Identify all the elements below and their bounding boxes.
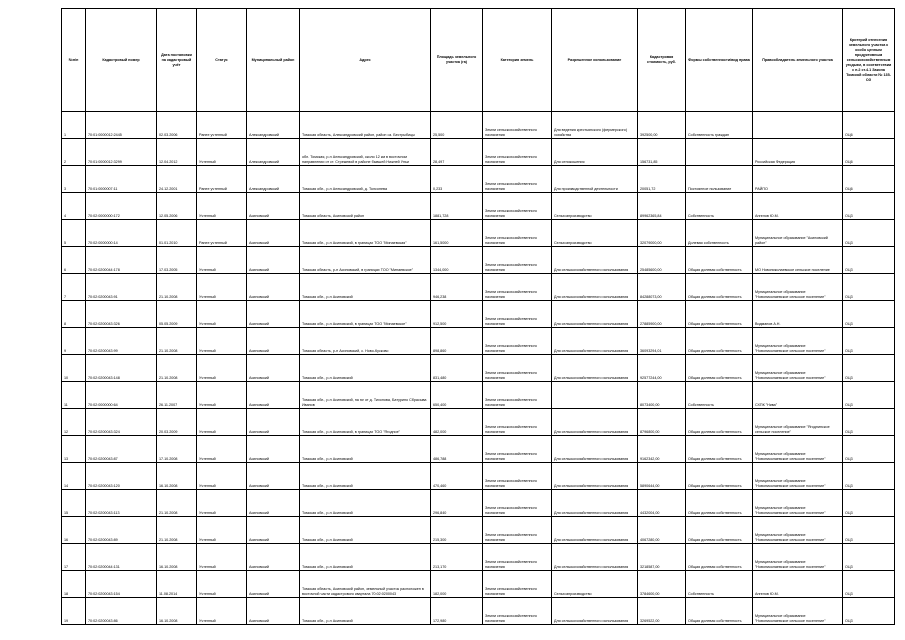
col-rights-holder-cell: Муниципальное образование "Новониколаевское сельское поселение": [753, 274, 843, 301]
col-address-cell: Томская обл., р-н Асиновский: [300, 517, 431, 544]
col-permitted-use-cell: Для сенокошения: [552, 139, 638, 166]
col-number-cell: 4: [62, 193, 86, 220]
table-row: [62, 301, 895, 328]
col-address-cell: Томская обл., р-н Асиновский, в границах ТОО "Ягодное": [300, 409, 431, 436]
col-permitted-use-cell: Сельхозпроизводство: [552, 220, 638, 247]
col-ownership-form-cell: Общая долевая собственность: [686, 409, 753, 436]
col-registration-date-cell: 20.03.2009: [157, 409, 197, 436]
col-registration-date-cell: 17.10.2008: [157, 436, 197, 463]
col-ownership-form-cell: Собственность: [686, 193, 753, 220]
col-land-category-cell: Земли сельскохозяйственного назначения: [483, 409, 552, 436]
col-municipal-district-cell: Асиновский: [247, 409, 300, 436]
col-ownership-form-cell: Общая долевая собственность: [686, 517, 753, 544]
col-area-cell: 1344,000: [431, 247, 483, 274]
col-cadastral-number-header: Кадастровый номер: [86, 9, 157, 112]
col-registration-date-cell: 24.12.2001: [157, 166, 197, 193]
table-row: [62, 544, 895, 571]
col-valuable-land-criterion-cell: ОЦ3: [843, 463, 895, 490]
col-address-cell: обл. Томская, р-н Александровский, около 12 км в восточном направлении от ст. Стрежевой в районе бывшей Нижней Уньи: [300, 139, 431, 166]
col-cadastral-value-cell: 9162342,00: [638, 436, 686, 463]
col-land-category-header: Категория земель: [483, 9, 552, 112]
col-address-cell: Томская область, Асиновский район, земельный участок расположен в восточной части кадастрового квартала 70:02:0200043: [300, 571, 431, 598]
col-ownership-form-cell: Долевая собственность: [686, 220, 753, 247]
col-rights-holder-cell: РАЙПО: [753, 166, 843, 193]
col-municipal-district-cell: Асиновский: [247, 382, 300, 409]
col-cadastral-number-cell: 70:02:0200043:87: [86, 436, 157, 463]
col-cadastral-number-cell: 70:02:0200043:89: [86, 517, 157, 544]
col-cadastral-value-cell: 36093294,01: [638, 328, 686, 355]
col-valuable-land-criterion-cell: ОЦ3: [843, 598, 895, 625]
col-municipal-district-cell: Асиновский: [247, 355, 300, 382]
col-valuable-land-criterion-cell: ОЦ3: [843, 436, 895, 463]
col-cadastral-number-cell: 70:02:0200043:113: [86, 490, 157, 517]
col-land-category-cell: Земли сельскохозяйственного назначения: [483, 463, 552, 490]
col-cadastral-value-cell: 4067280,00: [638, 517, 686, 544]
col-rights-holder-cell: Муниципальное образование "Новониколаевское сельское поселение": [753, 436, 843, 463]
col-area-cell: 0,233: [431, 166, 483, 193]
col-status-cell: Учтенный: [197, 436, 247, 463]
col-municipal-district-cell: Асиновский: [247, 517, 300, 544]
col-ownership-form-cell: Собственность граждан: [686, 112, 753, 139]
col-permitted-use-cell: Для ведения крестьянского (фермерского) хозяйства: [552, 112, 638, 139]
col-municipal-district-cell: Асиновский: [247, 463, 300, 490]
col-cadastral-number-cell: 70:02:0000000:64: [86, 382, 157, 409]
table-row: [62, 166, 895, 193]
col-registration-date-cell: 21.10.2008: [157, 274, 197, 301]
col-ownership-form-cell: Общая долевая собственность: [686, 598, 753, 625]
col-area-cell: 213,170: [431, 544, 483, 571]
col-cadastral-value-cell: 3269522,00: [638, 598, 686, 625]
col-cadastral-value-cell: 27885900,00: [638, 301, 686, 328]
col-ownership-form-cell: Постоянное пользование: [686, 166, 753, 193]
col-registration-date-header: Дата постановки на кадастровый учёт: [157, 9, 197, 112]
col-rights-holder-cell: СХПК "Нива": [753, 382, 843, 409]
col-registration-date-cell: 21.10.2008: [157, 355, 197, 382]
col-permitted-use-cell: [552, 382, 638, 409]
col-address-cell: Томская обл., р-н Асиновский: [300, 544, 431, 571]
col-registration-date-cell: 01.01.2010: [157, 220, 197, 247]
col-area-cell: 296,840: [431, 490, 483, 517]
col-registration-date-cell: 11.08.2014: [157, 571, 197, 598]
col-cadastral-value-cell: 32079000,00: [638, 220, 686, 247]
col-ownership-form-cell: Общая долевая собственность: [686, 490, 753, 517]
col-land-category-cell: Земли сельскохозяйственного назначения: [483, 274, 552, 301]
col-municipal-district-cell: Асиновский: [247, 220, 300, 247]
col-area-header: Площадь земельного участка (га): [431, 9, 483, 112]
col-area-cell: 912,500: [431, 301, 483, 328]
col-ownership-form-cell: Общая долевая собственность: [686, 247, 753, 274]
col-rights-holder-cell: Муниципальное образование "Новониколаевское сельское поселение": [753, 355, 843, 382]
col-valuable-land-criterion-cell: ОЦ3: [843, 328, 895, 355]
col-land-category-cell: Земли сельскохозяйственного назначения: [483, 382, 552, 409]
col-ownership-form-cell: [686, 139, 753, 166]
col-cadastral-value-cell: 20051,72: [638, 166, 686, 193]
col-valuable-land-criterion-cell: ОЦ3: [843, 517, 895, 544]
col-permitted-use-cell: Для сельскохозяйственного использования: [552, 247, 638, 274]
col-status-cell: Учтенный: [197, 517, 247, 544]
col-status-cell: Учтенный: [197, 193, 247, 220]
table-row: [62, 409, 895, 436]
col-municipal-district-header: Муниципальный район: [247, 9, 300, 112]
col-area-cell: 946,238: [431, 274, 483, 301]
col-cadastral-number-cell: 70:02:0200043:120: [86, 463, 157, 490]
col-status-cell: Учтенный: [197, 382, 247, 409]
col-permitted-use-cell: Для сельскохозяйственного использования: [552, 517, 638, 544]
table-row: [62, 112, 895, 139]
col-cadastral-number-cell: 70:02:0200043:148: [86, 355, 157, 382]
col-permitted-use-cell: Сельхозпроизводство: [552, 193, 638, 220]
table-row: [62, 571, 895, 598]
col-address-cell: Томская обл., р-н Асиновский, в границах ТОО "Минаевская": [300, 220, 431, 247]
col-status-header: Статус: [197, 9, 247, 112]
col-land-category-cell: Земли сельскохозяйственного назначения: [483, 544, 552, 571]
col-valuable-land-criterion-cell: ОЦ3: [843, 247, 895, 274]
col-number-cell: 10: [62, 355, 86, 382]
col-permitted-use-cell: Для сельскохозяйственного использования: [552, 463, 638, 490]
col-address-cell: Томская обл., р-н Александровский, д. Толсопева: [300, 166, 431, 193]
col-address-cell: Томская обл., р-н Асиновский: [300, 490, 431, 517]
col-number-cell: 7: [62, 274, 86, 301]
col-cadastral-value-cell: 392500,00: [638, 112, 686, 139]
col-municipal-district-cell: Асиновский: [247, 436, 300, 463]
col-cadastral-number-cell: 70:02:0200043:86: [86, 598, 157, 625]
col-rights-holder-header: Правообладатель земельного участка: [753, 9, 843, 112]
col-ownership-form-cell: Общая долевая собственность: [686, 301, 753, 328]
col-cadastral-number-cell: 70:02:0200044:131: [86, 544, 157, 571]
col-land-category-cell: Земли сельскохозяйственного назначения: [483, 517, 552, 544]
col-status-cell: Ранее учтенный: [197, 220, 247, 247]
col-rights-holder-cell: МО Новониколаевское сельское поселение: [753, 247, 843, 274]
col-number-cell: 17: [62, 544, 86, 571]
col-status-cell: Учтенный: [197, 274, 247, 301]
col-registration-date-cell: 16.10.2008: [157, 598, 197, 625]
col-valuable-land-criterion-cell: ОЦ3: [843, 220, 895, 247]
table-row: [62, 598, 895, 625]
col-municipal-district-cell: Александровский: [247, 139, 300, 166]
col-permitted-use-cell: Для сельскохозяйственного использования: [552, 409, 638, 436]
col-address-cell: Томская обл., р-н Асиновский: [300, 355, 431, 382]
col-rights-holder-cell: Муниципальное образование "Ягоднинское сельское поселение": [753, 409, 843, 436]
col-area-cell: 215,300: [431, 517, 483, 544]
col-registration-date-cell: 12.04.2012: [157, 139, 197, 166]
col-land-category-cell: Земли сельскохозяйственного назначения: [483, 436, 552, 463]
col-valuable-land-criterion-header: Критерий отнесения земельного участка к особо ценным продуктивным сельскохозяйственным угодьям, в соответствии с п.2 ст.4.1 Закона Томской области № 135-ОЗ: [843, 9, 895, 112]
col-address-header: Адрес: [300, 9, 431, 112]
col-address-cell: Томская обл., р-н Асиновский: [300, 274, 431, 301]
col-registration-date-cell: 16.10.2008: [157, 544, 197, 571]
col-permitted-use-cell: Для сельскохозяйственного использования: [552, 301, 638, 328]
table-row: [62, 355, 895, 382]
col-rights-holder-cell: Муниципальное образование "Новониколаевское сельское поселение": [753, 544, 843, 571]
col-number-cell: 19: [62, 598, 86, 625]
col-cadastral-number-cell: 70:02:0200043:91: [86, 274, 157, 301]
col-registration-date-cell: 21.10.2008: [157, 517, 197, 544]
col-land-category-cell: Земли сельскохозяйственного назначения: [483, 328, 552, 355]
col-number-cell: 16: [62, 517, 86, 544]
col-address-cell: Томская область, р-н Асиновский, с. Ново-Кусково: [300, 328, 431, 355]
col-cadastral-value-cell: 3218587,00: [638, 544, 686, 571]
header-row: [62, 9, 895, 112]
col-status-cell: Учтенный: [197, 544, 247, 571]
col-number-cell: 9: [62, 328, 86, 355]
col-address-cell: Томская обл., р-н Асиновский: [300, 436, 431, 463]
col-municipal-district-cell: Асиновский: [247, 571, 300, 598]
col-permitted-use-cell: Для сельскохозяйственного использования: [552, 274, 638, 301]
col-address-cell: Томская обл., р-н Асиновский, на юг от д. Тихонова, Батурино Сбрасыва Иванов: [300, 382, 431, 409]
col-ownership-form-cell: Общая долевая собственность: [686, 328, 753, 355]
col-status-cell: Учтенный: [197, 301, 247, 328]
col-rights-holder-cell: Муниципальное образование "Новониколаевское сельское поселение": [753, 328, 843, 355]
col-status-cell: Учтенный: [197, 490, 247, 517]
col-address-cell: Томская обл., р-н Асиновский: [300, 598, 431, 625]
table-row: [62, 247, 895, 274]
col-status-cell: Учтенный: [197, 409, 247, 436]
col-status-cell: Учтенный: [197, 139, 247, 166]
col-municipal-district-cell: Асиновский: [247, 598, 300, 625]
col-cadastral-value-cell: 8073400,00: [638, 382, 686, 409]
col-valuable-land-criterion-cell: ОЦ3: [843, 274, 895, 301]
col-rights-holder-cell: Муниципальное образование "Новониколаевское сельское поселение": [753, 490, 843, 517]
col-ownership-form-cell: Общая долевая собственность: [686, 274, 753, 301]
col-permitted-use-cell: Для производственной деятельности: [552, 166, 638, 193]
col-valuable-land-criterion-cell: ОЦ3: [843, 490, 895, 517]
table-row: [62, 274, 895, 301]
table-row: [62, 382, 895, 409]
col-rights-holder-cell: Видманов А.Н.: [753, 301, 843, 328]
col-number-cell: 13: [62, 436, 86, 463]
col-permitted-use-cell: Для сельскохозяйственного использования: [552, 544, 638, 571]
col-permitted-use-cell: Для сельскохозяйственного использования: [552, 436, 638, 463]
col-municipal-district-cell: Асиновский: [247, 301, 300, 328]
table-row: [62, 220, 895, 247]
col-valuable-land-criterion-cell: ОЦ3: [843, 355, 895, 382]
col-registration-date-cell: 05.05.2009: [157, 301, 197, 328]
col-cadastral-value-cell: 25485600,00: [638, 247, 686, 274]
col-permitted-use-cell: Сельхозпроизводство: [552, 571, 638, 598]
col-registration-date-cell: 12.05.2006: [157, 193, 197, 220]
col-cadastral-value-cell: 5890644,00: [638, 463, 686, 490]
col-area-cell: 182,000: [431, 571, 483, 598]
col-number-cell: 2: [62, 139, 86, 166]
col-permitted-use-cell: Для сельскохозяйственного использования: [552, 598, 638, 625]
col-area-cell: 172,980: [431, 598, 483, 625]
col-area-cell: 831,480: [431, 355, 483, 382]
table-row: [62, 436, 895, 463]
col-rights-holder-cell: Муниципальное образование "Новониколаевское сельское поселение": [753, 517, 843, 544]
col-cadastral-number-cell: 70:01:0000007:11: [86, 166, 157, 193]
col-registration-date-cell: 16.10.2008: [157, 463, 197, 490]
col-cadastral-number-cell: 70:01:0000012:3299: [86, 139, 157, 166]
col-registration-date-cell: 02.03.2006: [157, 112, 197, 139]
col-cadastral-number-cell: 70:01:0000012:2445: [86, 112, 157, 139]
col-municipal-district-cell: Асиновский: [247, 247, 300, 274]
land-registry-table: [61, 8, 895, 625]
col-number-header: №п/п: [62, 9, 86, 112]
col-valuable-land-criterion-cell: ОЦ6: [843, 112, 895, 139]
col-status-cell: Учтенный: [197, 247, 247, 274]
col-area-cell: 1881,728: [431, 193, 483, 220]
col-rights-holder-cell: [753, 112, 843, 139]
col-area-cell: 25,500: [431, 112, 483, 139]
col-address-cell: Томская обл., р-н Асиновский, в границах ТОО "Минаевское": [300, 301, 431, 328]
col-status-cell: Учтенный: [197, 463, 247, 490]
col-land-category-cell: Земли сельскохозяйственного назначения: [483, 490, 552, 517]
col-land-category-cell: Земли сельскохозяйственного назначения: [483, 301, 552, 328]
table-body: [62, 112, 895, 625]
col-number-cell: 11: [62, 382, 86, 409]
col-status-cell: Учтенный: [197, 598, 247, 625]
col-land-category-cell: Земли сельскохозяйственного назначения: [483, 571, 552, 598]
col-valuable-land-criterion-cell: ОЦ3: [843, 409, 895, 436]
col-land-category-cell: Земли сельскохозяйственного назначения: [483, 166, 552, 193]
col-land-category-cell: Земли сельскохозяйственного назначения: [483, 193, 552, 220]
table-row: [62, 328, 895, 355]
col-cadastral-value-header: Кадастровая стоимость, руб.: [638, 9, 686, 112]
col-status-cell: Учтенный: [197, 328, 247, 355]
table-row: [62, 463, 895, 490]
col-registration-date-cell: 21.10.2008: [157, 490, 197, 517]
col-address-cell: Томская область, Асиновский район: [300, 193, 431, 220]
col-area-cell: 470,460: [431, 463, 483, 490]
col-permitted-use-cell: Для сельскохозяйственного использования: [552, 490, 638, 517]
col-land-category-cell: Земли сельскохозяйственного назначения: [483, 220, 552, 247]
col-rights-holder-cell: Муниципальное образование "Асиновский район": [753, 220, 843, 247]
col-ownership-form-cell: Собственность: [686, 382, 753, 409]
col-valuable-land-criterion-cell: ОЦ6: [843, 139, 895, 166]
col-rights-holder-cell: Ангелов Ю.М.: [753, 571, 843, 598]
col-municipal-district-cell: Асиновский: [247, 274, 300, 301]
col-cadastral-value-cell: 8796800,00: [638, 409, 686, 436]
col-municipal-district-cell: Асиновский: [247, 328, 300, 355]
table-row: [62, 490, 895, 517]
col-registration-date-cell: 21.10.2008: [157, 328, 197, 355]
col-area-cell: 161,5000: [431, 220, 483, 247]
table-row: [62, 517, 895, 544]
col-ownership-form-cell: Общая долевая собственность: [686, 436, 753, 463]
col-rights-holder-cell: Муниципальное образование "Новониколаевское сельское поселение": [753, 598, 843, 625]
col-cadastral-value-cell: 4432004,00: [638, 490, 686, 517]
col-cadastral-number-cell: 70:02:0200043:326: [86, 301, 157, 328]
col-land-category-cell: Земли сельскохозяйственного назначения: [483, 139, 552, 166]
col-cadastral-number-cell: 70:02:0200043:324: [86, 409, 157, 436]
col-municipal-district-cell: Асиновский: [247, 544, 300, 571]
col-number-cell: 1: [62, 112, 86, 139]
col-status-cell: Учтенный: [197, 355, 247, 382]
col-municipal-district-cell: Александровский: [247, 112, 300, 139]
col-cadastral-value-cell: 89962365,84: [638, 193, 686, 220]
col-land-category-cell: Земли сельскохозяйственного назначения: [483, 247, 552, 274]
col-permitted-use-cell: Для сельскохозяйственного использования: [552, 328, 638, 355]
col-cadastral-value-cell: 84288073,00: [638, 274, 686, 301]
col-cadastral-value-cell: 92577244,00: [638, 355, 686, 382]
col-permitted-use-header: Разрешенное использование: [552, 9, 638, 112]
table-row: [62, 193, 895, 220]
col-cadastral-number-cell: 70:02:0000000:172: [86, 193, 157, 220]
col-permitted-use-cell: Для сельскохозяйственного использования: [552, 355, 638, 382]
col-area-cell: 650,400: [431, 382, 483, 409]
col-valuable-land-criterion-cell: ОЦ3: [843, 382, 895, 409]
col-number-cell: 14: [62, 463, 86, 490]
col-land-category-cell: Земли сельскохозяйственного назначения: [483, 598, 552, 625]
col-ownership-form-cell: Общая долевая собственность: [686, 355, 753, 382]
col-area-cell: 898,860: [431, 328, 483, 355]
col-valuable-land-criterion-cell: ОЦ3: [843, 193, 895, 220]
col-cadastral-number-cell: 70:02:0200044:178: [86, 247, 157, 274]
col-area-cell: 486,788: [431, 436, 483, 463]
col-rights-holder-cell: Ангелов Ю.М.: [753, 193, 843, 220]
col-status-cell: Ранее учтенный: [197, 112, 247, 139]
col-valuable-land-criterion-cell: ОЦ3: [843, 571, 895, 598]
col-status-cell: Ранее учтенный: [197, 166, 247, 193]
col-status-cell: Учтенный: [197, 571, 247, 598]
col-number-cell: 3: [62, 166, 86, 193]
col-area-cell: 482,000: [431, 409, 483, 436]
col-valuable-land-criterion-cell: ОЦ6: [843, 166, 895, 193]
col-registration-date-cell: 17.03.2005: [157, 247, 197, 274]
col-address-cell: Томская обл., р-н Асиновский: [300, 463, 431, 490]
col-land-category-cell: Земли сельскохозяйственного назначения: [483, 112, 552, 139]
col-cadastral-value-cell: 3784600,00: [638, 571, 686, 598]
col-number-cell: 18: [62, 571, 86, 598]
col-address-cell: Томская область, Александровский район, район оз. Бестрыбицы: [300, 112, 431, 139]
col-number-cell: 15: [62, 490, 86, 517]
col-ownership-form-cell: Общая долевая собственность: [686, 544, 753, 571]
col-cadastral-number-cell: 70:02:0000000:14: [86, 220, 157, 247]
table-row: [62, 139, 895, 166]
col-municipal-district-cell: Александровский: [247, 166, 300, 193]
col-municipal-district-cell: Асиновский: [247, 490, 300, 517]
col-land-category-cell: Земли сельскохозяйственного назначения: [483, 355, 552, 382]
col-valuable-land-criterion-cell: ОЦ3: [843, 301, 895, 328]
col-number-cell: 6: [62, 247, 86, 274]
col-ownership-form-header: Формы собственности/вид права: [686, 9, 753, 112]
col-area-cell: 28,497: [431, 139, 483, 166]
col-number-cell: 12: [62, 409, 86, 436]
col-cadastral-number-cell: 70:02:0200043:154: [86, 571, 157, 598]
col-number-cell: 5: [62, 220, 86, 247]
col-number-cell: 8: [62, 301, 86, 328]
col-cadastral-number-cell: 70:02:0200043:99: [86, 328, 157, 355]
col-municipal-district-cell: Асиновский: [247, 193, 300, 220]
col-ownership-form-cell: Собственность: [686, 571, 753, 598]
col-rights-holder-cell: Муниципальное образование "Новониколаевское сельское поселение": [753, 463, 843, 490]
col-valuable-land-criterion-cell: ОЦ3: [843, 544, 895, 571]
col-rights-holder-cell: Российская Федерация: [753, 139, 843, 166]
col-address-cell: Томская область, р-н Асиновский, в границах ТОО "Минаевское": [300, 247, 431, 274]
table-header: [62, 9, 895, 112]
col-registration-date-cell: 26.11.2007: [157, 382, 197, 409]
col-ownership-form-cell: Общая долевая собственность: [686, 463, 753, 490]
col-cadastral-value-cell: 156731,85: [638, 139, 686, 166]
